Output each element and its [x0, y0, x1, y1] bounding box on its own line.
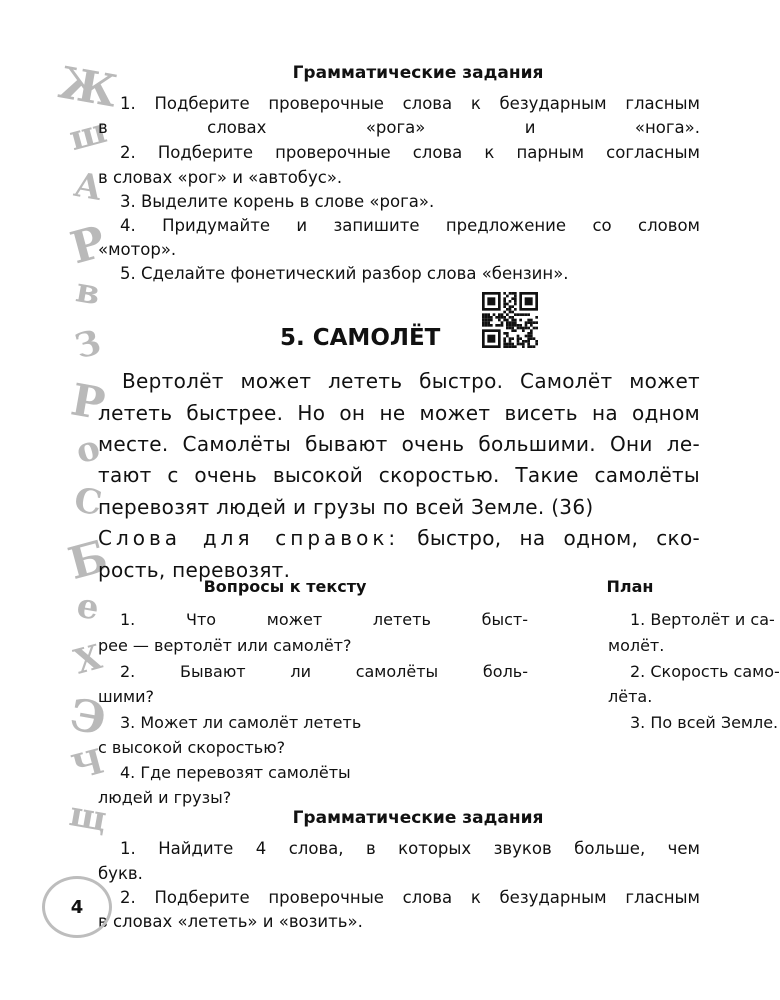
question-line: 1. Что может лететь быст-: [120, 610, 528, 629]
plan-line: молёт.: [608, 636, 665, 655]
decorative-letter: Ч: [67, 741, 109, 788]
grammar-task-line: 1. Найдите 4 слова, в которых звуков больше, чем: [120, 839, 700, 858]
story-title: 5. САМОЛЁТ: [280, 325, 441, 351]
question-line: с высокой скоростью?: [98, 738, 286, 757]
plan-title: План: [606, 577, 654, 596]
decorative-letter: Б: [63, 530, 113, 590]
reference-words: [98, 523, 700, 553]
plan-line: лёта.: [608, 687, 653, 706]
decorative-letter: ш: [65, 110, 111, 159]
reference-words-line2: рость, перевозят.: [98, 558, 291, 582]
story-line: перевозят людей и грузы по всей Земле. (36): [98, 495, 594, 519]
question-line: 3. Может ли самолёт лететь: [120, 713, 362, 732]
grammar-task-line: 3. Выделите корень в слове «рога».: [120, 192, 435, 211]
decorative-letter: е: [73, 585, 103, 629]
question-line: людей и грузы?: [98, 788, 232, 807]
page-number: 4: [42, 876, 112, 938]
story-line: месте. Самолёты бывают очень большими. Они ле-: [98, 432, 700, 456]
questions-title: Вопросы к тексту: [203, 577, 367, 596]
grammar-task-line: в словах «лететь» и «возить».: [98, 912, 363, 931]
qr-code-icon: [482, 292, 538, 348]
grammar-task-line: в словах «рог» и «автобус».: [98, 168, 343, 187]
reference-words-text: быстро, на одном, ско-: [399, 526, 700, 550]
grammar-task-line: 2. Подберите проверочные слова к безударным гласным: [120, 888, 700, 907]
decorative-letter: Р: [67, 374, 109, 431]
decorative-letter: Х: [70, 636, 106, 683]
grammar-title-2: Грамматические задания: [292, 808, 544, 828]
question-line: 4. Где перевозят самолёты: [120, 763, 351, 782]
story-line: лететь быстрее. Но он не может висеть на одном: [98, 401, 700, 425]
reference-label: Слова для справок:: [98, 526, 400, 550]
grammar-task-line: букв.: [98, 864, 143, 883]
grammar-title-1: Грамматические задания: [292, 63, 544, 83]
decorative-letter: А: [70, 164, 106, 210]
grammar-task-line: 2. Подберите проверочные слова к парным согласным: [120, 143, 700, 162]
grammar-task-line: 4. Придумайте и запишите предложение со словом: [120, 216, 700, 235]
story-line: тают с очень высокой скоростью. Такие самолёты: [98, 463, 700, 487]
decorative-letter: щ: [66, 794, 110, 840]
decorative-letter: в: [72, 270, 104, 314]
decorative-letter: З: [70, 322, 106, 367]
decorative-letter: Ж: [55, 57, 121, 118]
plan-line: 3. По всей Земле.: [630, 713, 779, 732]
question-line: шими?: [98, 687, 154, 706]
plan-line: 1. Вертолёт и са-: [630, 610, 775, 629]
grammar-task-line: «мотор».: [98, 240, 177, 259]
decorative-letter: С: [71, 479, 105, 525]
grammar-task-line: в словах «рога» и «нога».: [98, 118, 700, 137]
question-line: рее — вертолёт или самолёт?: [98, 636, 352, 655]
decorative-letter: Р: [65, 216, 111, 274]
decorative-letter: о: [71, 427, 105, 472]
plan-line: 2. Скорость само-: [630, 662, 780, 681]
story-line: Вертолёт может лететь быстро. Самолёт может: [122, 369, 700, 393]
grammar-task-line: 5. Сделайте фонетический разбор слова «бензин».: [120, 264, 569, 283]
question-line: 2. Бывают ли самолёты боль-: [120, 662, 528, 681]
grammar-task-line: 1. Подберите проверочные слова к безударным гласным: [120, 94, 700, 113]
decorative-letter: Э: [66, 689, 110, 746]
